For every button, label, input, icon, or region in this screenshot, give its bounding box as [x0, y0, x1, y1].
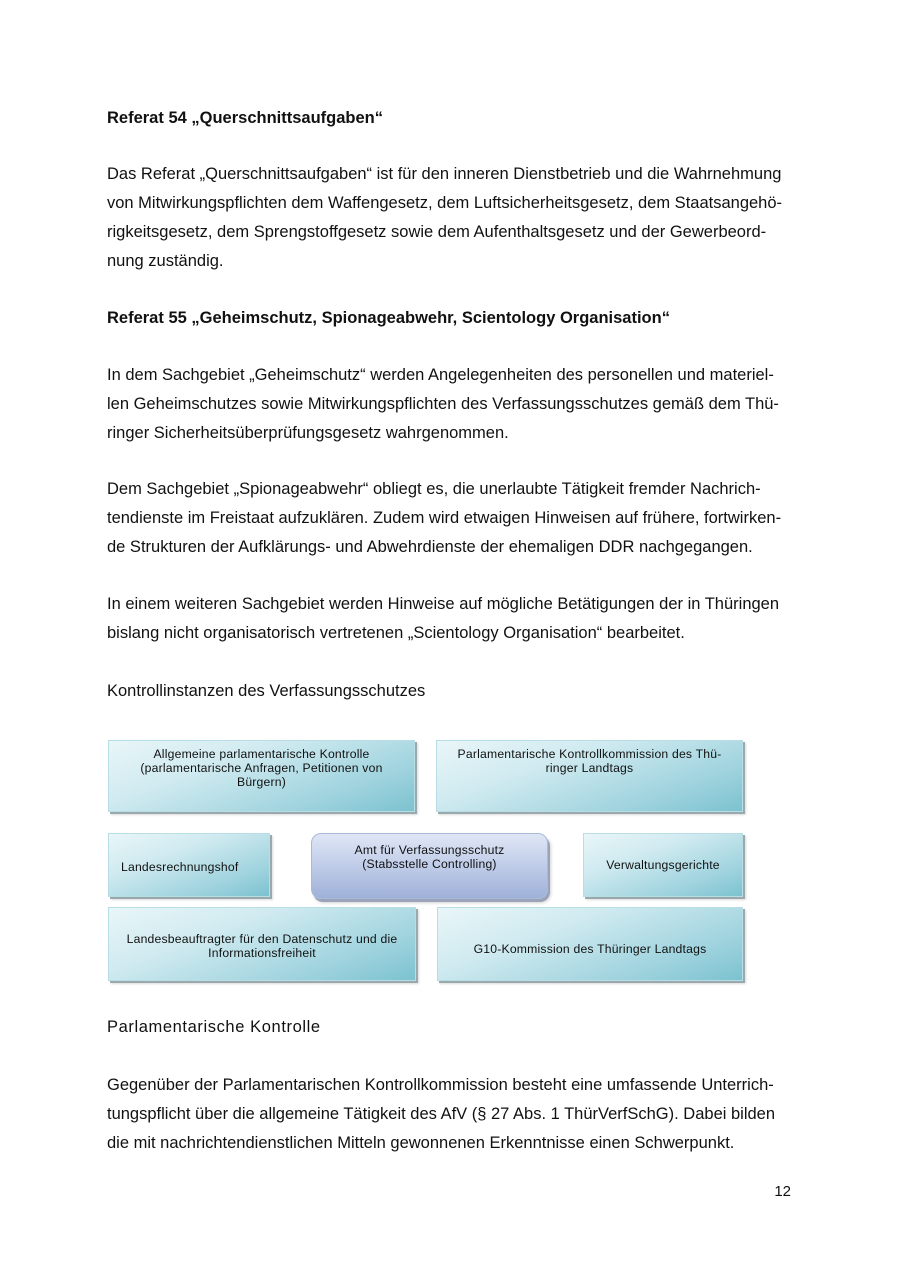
text-line: len Geheimschutzes sowie Mitwirkungspflichten des Verfassungsschutzes gemäß dem Thü-: [107, 395, 779, 413]
box-text: Parlamentarische Kontrollkommission des Thü-: [457, 747, 722, 761]
text-line: rigkeitsgesetz, dem Sprengstoffgesetz sowie dem Aufenthaltsgesetz und der Gewerbeord-: [107, 223, 767, 241]
page-number: 12: [774, 1183, 791, 1200]
box-text: G10-Kommission des Thüringer Landtags: [473, 942, 707, 956]
paragraph-parlamentarische-kontrolle: [107, 1071, 791, 1158]
text-line: die mit nachrichtendienstlichen Mitteln gewonnenen Erkenntnisse einen Schwerpunkt.: [107, 1134, 735, 1152]
text-line: nung zuständig.: [107, 252, 224, 270]
text-line: von Mitwirkungspflichten dem Waffengesetz, dem Luftsicherheitsgesetz, dem Staatsangehö-: [107, 194, 783, 212]
text-line: Gegenüber der Parlamentarischen Kontrollkommission besteht eine umfassende Unterrich-: [107, 1076, 774, 1094]
paragraph-spionageabwehr: [107, 475, 791, 562]
text-line: tungspflicht über die allgemeine Tätigkeit des AfV (§ 27 Abs. 1 ThürVerfSchG). Dabei bilden: [107, 1105, 776, 1123]
box-text: Bürgern): [236, 775, 287, 789]
box-landesrechnungshof: [108, 833, 270, 897]
text-line: bislang nicht organisatorisch vertretenen „Scientology Organisation“ bearbeitet.: [107, 624, 685, 642]
paragraph-scientology: [107, 590, 791, 648]
box-allgemeine-parlamentarische-kontrolle: [108, 740, 415, 812]
box-text: ringer Landtags: [545, 761, 634, 775]
heading-referat-55: Referat 55 „Geheimschutz, Spionageabwehr, Scientology Organisation“: [107, 309, 670, 327]
box-text: (Stabsstelle Controlling): [362, 857, 497, 871]
paragraph-geheimschutz: [107, 361, 791, 448]
text-line: In dem Sachgebiet „Geheimschutz“ werden Angelegenheiten des personellen und materiel-: [107, 366, 774, 384]
box-text: Informationsfreiheit: [208, 946, 316, 960]
box-text: (parlamentarische Anfragen, Petitionen von: [140, 761, 383, 775]
box-text: Allgemeine parlamentarische Kontrolle: [153, 747, 370, 761]
text-line: Das Referat „Querschnittsaufgaben“ ist für den inneren Dienstbetrieb und die Wahrnehmung: [107, 165, 782, 183]
box-verwaltungsgerichte: [583, 833, 743, 897]
text-line: Dem Sachgebiet „Spionageabwehr“ obliegt es, die unerlaubte Tätigkeit fremder Nachrich-: [107, 480, 761, 498]
box-amt-fuer-verfassungsschutz: [311, 833, 548, 899]
text-line: In einem weiteren Sachgebiet werden Hinweise auf mögliche Betätigungen der in Thüringen: [107, 595, 780, 613]
box-text: Verwaltungsgerichte: [606, 858, 720, 872]
paragraph-referat-54: [107, 160, 791, 276]
box-g10-kommission: [437, 907, 743, 981]
box-text: Landesbeauftragter für den Datenschutz und die: [126, 932, 398, 946]
text-line: ringer Sicherheitsüberprüfungsgesetz wahrgenommen.: [107, 424, 509, 442]
heading-referat-54: Referat 54 „Querschnittsaufgaben“: [107, 109, 383, 127]
box-parlamentarische-kontrollkommission: [436, 740, 743, 812]
heading-parlamentarische-kontrolle: Parlamentarische Kontrolle: [107, 1018, 321, 1036]
box-landesbeauftragter-datenschutz: [108, 907, 416, 981]
diagram-caption: Kontrollinstanzen des Verfassungsschutzes: [107, 682, 426, 700]
text-line: de Strukturen der Aufklärungs- und Abwehrdienste der ehemaligen DDR nachgegangen.: [107, 538, 753, 556]
box-text: Amt für Verfassungsschutz: [354, 843, 505, 857]
box-text: Landesrechnungshof: [121, 860, 239, 874]
text-line: tendienste im Freistaat aufzuklären. Zudem wird etwaigen Hinweisen auf frühere, fortwirken-: [107, 509, 782, 527]
